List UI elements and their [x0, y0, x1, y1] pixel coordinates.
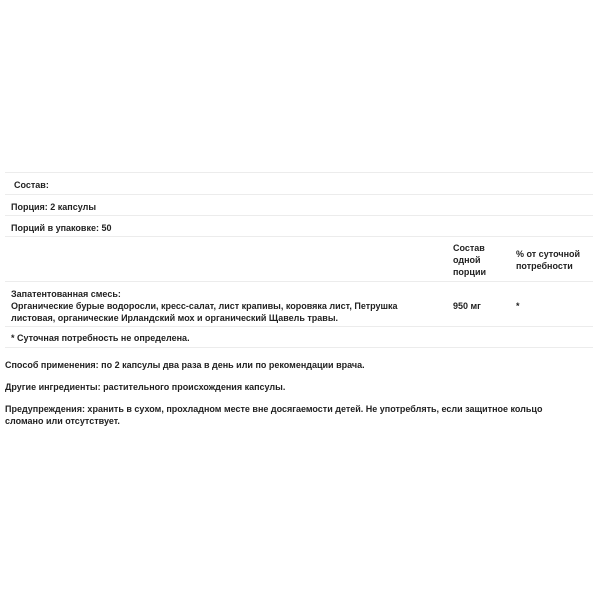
- daily-value-header: % от суточной потребности: [516, 249, 581, 271]
- serving-size: Порция: 2 капсулы: [11, 202, 97, 212]
- other-ingredients: Другие ингредиенты: растительного происхождения капсулы.: [5, 382, 286, 392]
- usage-instructions: Способ применения: по 2 капсулы два раза в день или по рекомендации врача.: [5, 360, 365, 370]
- daily-value-footnote: * Суточная потребность не определена.: [11, 333, 190, 343]
- table-header-row: [5, 237, 593, 282]
- ingredient-amount: 950 мг: [453, 301, 481, 311]
- amount-per-serving-header: Состав одной порции: [453, 243, 487, 277]
- footnote-row: [5, 327, 593, 348]
- supplement-facts-table: [5, 172, 593, 348]
- composition-title: Состав:: [14, 180, 49, 190]
- servings-per-container: Порций в упаковке: 50: [11, 223, 112, 233]
- composition-title-row: [5, 173, 593, 195]
- ingredient-row: [5, 282, 593, 327]
- ingredient-name: Запатентованная смесь: Органические бурые водоросли, кресс-салат, лист крапивы, коровяка лист, Петрушка листовая, органические Ирландский мох и органический Щавель травы.: [11, 289, 398, 323]
- warnings: Предупреждения: хранить в сухом, прохладном месте вне досягаемости детей. Не употреблять, если защитное кольцо сломано или отсутствует.: [5, 404, 543, 426]
- servings-per-container-row: [5, 216, 593, 237]
- product-notes: [5, 359, 595, 437]
- serving-size-row: [5, 195, 593, 216]
- ingredient-daily-value: *: [516, 301, 520, 311]
